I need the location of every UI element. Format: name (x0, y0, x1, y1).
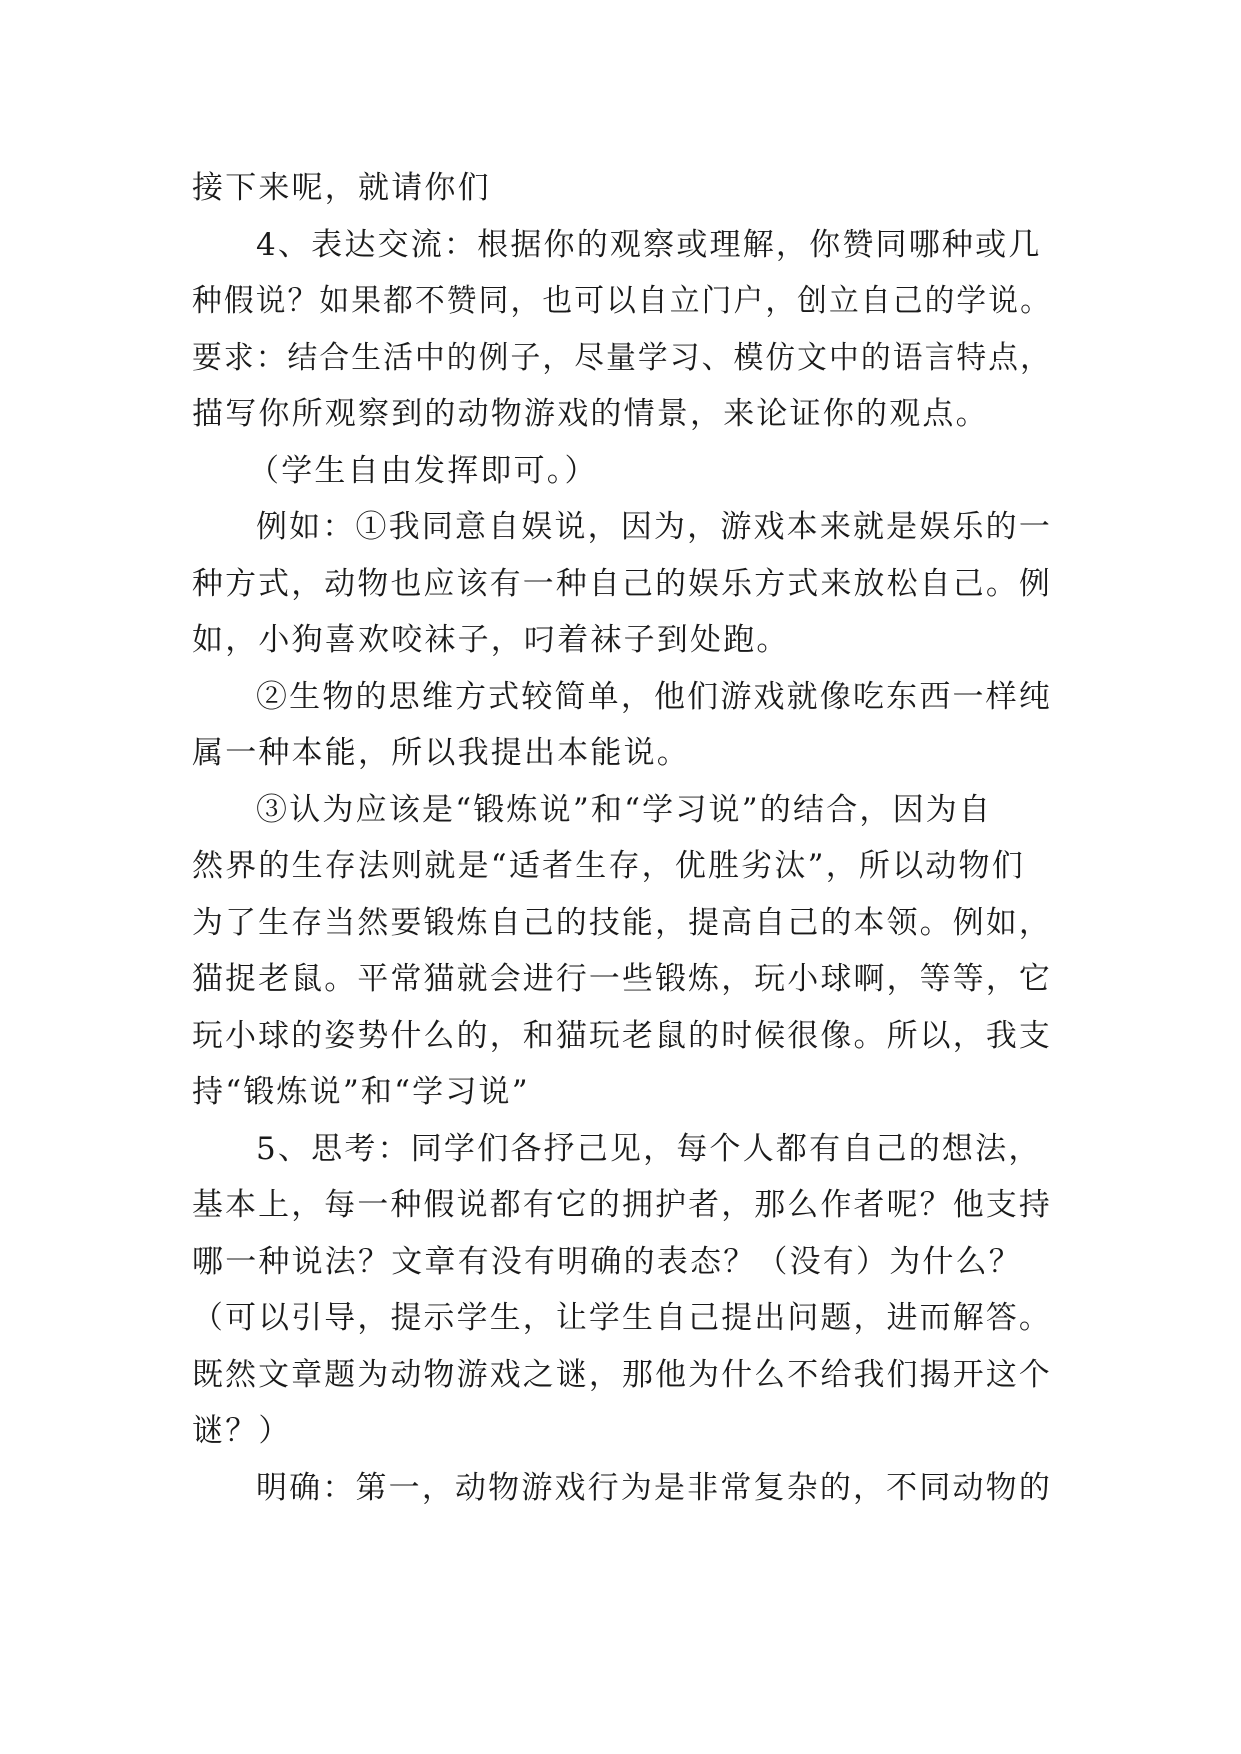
text-line: ③认为应该是“锻炼说”和“学习说”的结合，因为自 (256, 791, 993, 828)
text-line: 种方式，动物也应该有一种自己的娱乐方式来放松自己。例 (192, 565, 1052, 602)
text-line: 然界的生存法则就是“适者生存，优胜劣汰”，所以动物们 (192, 848, 1025, 884)
text-line: 基本上，每一种假说都有它的拥护者，那么作者呢？他支持 (192, 1187, 1052, 1223)
text-line: 猫捉老鼠。平常猫就会进行一些锻炼，玩小球啊，等等，它 (192, 961, 1052, 997)
text-line: 种假说？如果都不赞同，也可以自立门户，创立自己的学说。 (192, 283, 1052, 319)
text-line: 如，小狗喜欢咬袜子，叼着袜子到处跑。 (192, 622, 790, 658)
text-line: 5、思考：同学们各抒己见，每个人都有自己的想法， (256, 1130, 1042, 1167)
text-line: 哪一种说法？文章有没有明确的表态？（没有）为什么？ (192, 1243, 1022, 1280)
text-line: （可以引导，提示学生，让学生自己提出问题，进而解答。 (192, 1300, 1052, 1336)
text-line: 属一种本能，所以我提出本能说。 (192, 735, 690, 771)
text-line: 明确：第一，动物游戏行为是非常复杂的，不同动物的 (256, 1469, 1052, 1506)
text-line: 谜？） (192, 1413, 292, 1449)
text-line: 要求：结合生活中的例子，尽量学习、模仿文中的语言特点， (192, 339, 1052, 376)
text-line: 既然文章题为动物游戏之谜，那他为什么不给我们揭开这个 (192, 1356, 1052, 1393)
text-line: 描写你所观察到的动物游戏的情景，来论证你的观点。 (192, 396, 989, 432)
body-text (192, 160, 1052, 1516)
text-line: 玩小球的姿势什么的，和猫玩老鼠的时候很像。所以，我支 (192, 1017, 1052, 1054)
text-line: （学生自由发挥即可。） (248, 452, 598, 489)
text-line: 为了生存当然要锻炼自己的技能，提高自己的本领。例如， (192, 904, 1052, 941)
text-line: 持“锻炼说”和“学习说” (192, 1074, 530, 1110)
text-line: 4、表达交流：根据你的观察或理解，你赞同哪种或几 (256, 226, 1042, 263)
text-line: ②生物的思维方式较简单，他们游戏就像吃东西一样纯 (256, 678, 1052, 715)
text-line: 例如：①我同意自娱说，因为，游戏本来就是娱乐的一 (256, 509, 1052, 545)
text-line: 接下来呢，就请你们 (192, 170, 491, 206)
